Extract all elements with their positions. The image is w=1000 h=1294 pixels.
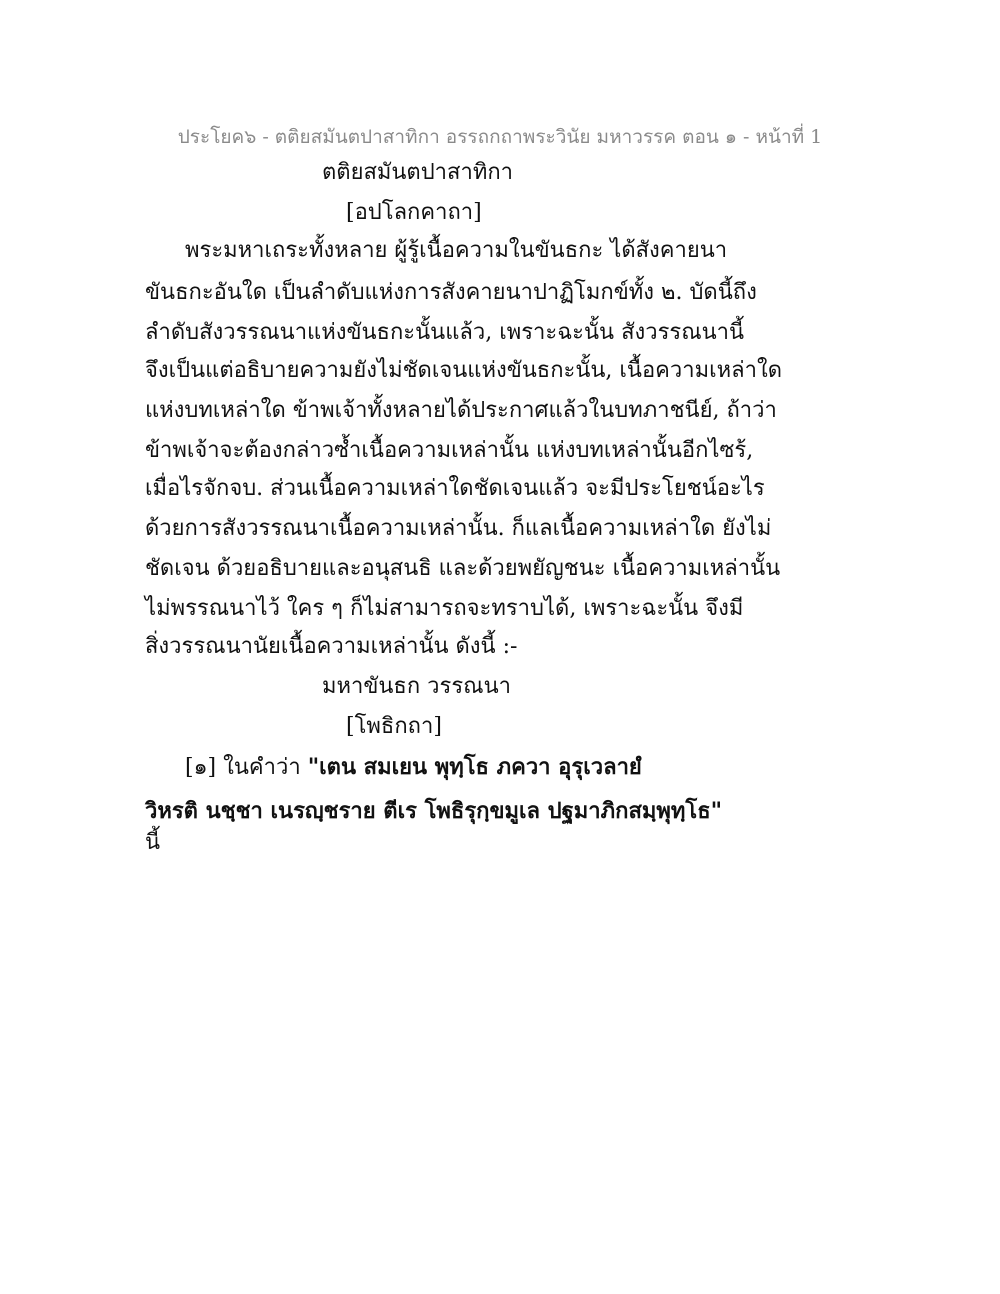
- paragraph-line: ชัดเจน ด้วยอธิบายและอนุสนธิ และด้วยพยัญชนะ เนื้อความเหล่านั้น: [145, 556, 781, 581]
- verse-line-1: [185, 752, 642, 783]
- paragraph-line: ข้าพเจ้าจะต้องกล่าวซ้ำเนื้อความเหล่านั้น แห่งบทเหล่านั้นอีกไซร้,: [145, 438, 754, 463]
- verse-line-2: วิหรติ นชฺชา เนรญฺชราย ตีเร โพธิรุกฺขมูเล ปฐมาภิกสมฺพุทฺโธ": [145, 798, 723, 824]
- section-title: มหาขันธก วรรณนา: [322, 674, 511, 699]
- verse-line-3: นี้: [145, 830, 161, 855]
- paragraph-line: ไม่พรรณนาไว้ ใคร ๆ ก็ไม่สามารถจะทราบได้, เพราะฉะนั้น จึงมี: [145, 596, 744, 621]
- paragraph-line: พระมหาเถระทั้งหลาย ผู้รู้เนื้อความในขันธกะ ได้สังคายนา: [185, 238, 728, 263]
- paragraph-line: ขันธกะอันใด เป็นลำดับแห่งการสังคายนาปาฏิโมกข์ทั้ง ๒. บัดนี้ถึง: [145, 280, 757, 305]
- verse-quote-start: "เตน สมเยน พุทฺโธ ภควา อุรุเวลายํ: [307, 754, 642, 780]
- paragraph-line: จึงเป็นแต่อธิบายความยังไม่ชัดเจนแห่งขันธกะนั้น, เนื้อความเหล่าใด: [145, 358, 782, 383]
- paragraph-line: แห่งบทเหล่าใด ข้าพเจ้าทั้งหลายได้ประกาศแล้วในบทภาชนีย์, ถ้าว่า: [145, 398, 777, 423]
- paragraph-line: สิ่งวรรณนานัยเนื้อความเหล่านั้น ดังนี้ :-: [145, 634, 518, 659]
- paragraph-line: ลำดับสังวรรณนาแห่งขันธกะนั้นแล้ว, เพราะฉะนั้น สังวรรณนานี้: [145, 320, 745, 345]
- document-title: ตติยสมันตปาสาทิกา: [322, 160, 513, 185]
- document-subtitle: [อปโลกคาถา]: [346, 200, 482, 225]
- paragraph-line: เมื่อไรจักจบ. ส่วนเนื้อความเหล่าใดชัดเจนแล้ว จะมีประโยชน์อะไร: [145, 476, 765, 501]
- section-subtitle: [โพธิกถา]: [346, 714, 442, 739]
- running-header: ประโยค๖ - ตติยสมันตปาสาทิกา อรรถกถาพระวินัย มหาวรรค ตอน ๑ - หน้าที่ 1: [177, 126, 823, 148]
- paragraph-line: ด้วยการสังวรรณนาเนื้อความเหล่านั้น. ก็แลเนื้อความเหล่าใด ยังไม่: [145, 516, 772, 541]
- verse-prefix: [๑] ในคำว่า: [185, 755, 308, 780]
